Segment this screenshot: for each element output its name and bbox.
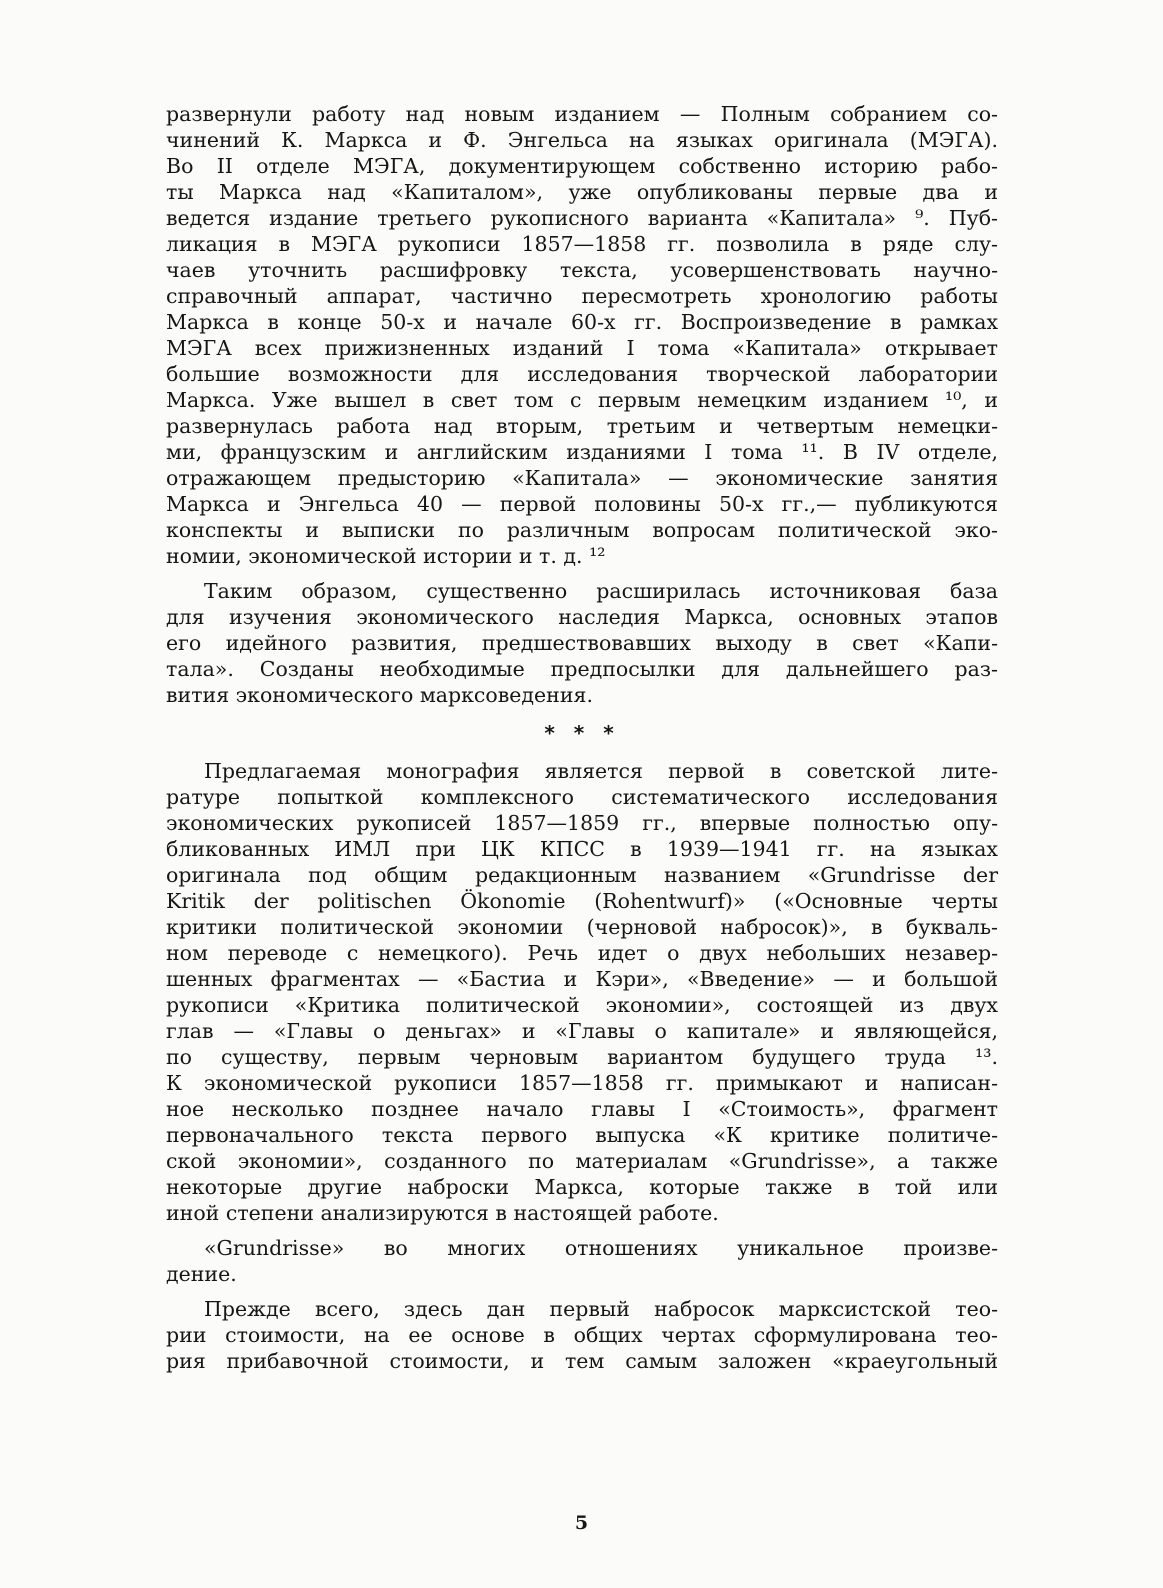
paragraph-spacer	[166, 1287, 998, 1296]
text-line: иной степени анализируются в настоящей работе.	[166, 1201, 719, 1225]
paragraph-5	[166, 1296, 998, 1374]
text-line: для изучения экономического наследия Маркса, основных этапов	[166, 605, 998, 629]
text-line: ми, французским и английским изданиями I тома ¹¹. В IV отделе,	[166, 440, 998, 464]
text-line: Предлагаемая монография является первой в советской лите-	[204, 759, 998, 783]
text-line: чинений К. Маркса и Ф. Энгельса на языках оригинала (МЭГА).	[166, 128, 998, 152]
text-line: развернулась работа над вторым, третьим и четвертым немецки-	[166, 414, 998, 438]
text-line: ведется издание третьего рукописного варианта «Капитала» ⁹. Пуб-	[166, 206, 998, 230]
text-line: экономических рукописей 1857—1859 гг., впервые полностью опу-	[166, 811, 998, 835]
text-line: ликация в МЭГА рукописи 1857—1858 гг. позволила в ряде слу-	[166, 232, 998, 256]
text-line: шенных фрагментах — «Бастиа и Кэри», «Введение» — и большой	[166, 967, 998, 991]
text-line: Маркса в конце 50-х и начале 60-х гг. Воспроизведение в рамках	[166, 310, 998, 334]
text-line: бликованных ИМЛ при ЦК КПСС в 1939—1941 гг. на языках	[166, 837, 998, 861]
text-line: большие возможности для исследования творческой лаборатории	[166, 362, 998, 386]
text-line: «Grundrisse» во многих отношениях уникальное произве-	[204, 1236, 998, 1260]
text-line: критики политической экономии (черновой набросок)», в букваль-	[166, 915, 998, 939]
text-line: некоторые другие наброски Маркса, которые также в той или	[166, 1175, 998, 1199]
section-separator: * * *	[544, 721, 620, 745]
text-line: номии, экономической истории и т. д. ¹²	[166, 544, 606, 568]
text-line: Kritik der politischen Ökonomie (Rohentwurf)» («Основные черты	[166, 889, 998, 913]
text-line: рия прибавочной стоимости, и тем самым заложен «краеугольный	[166, 1349, 998, 1373]
text-line: по существу, первым черновым вариантом будущего труда ¹³.	[166, 1045, 998, 1069]
page-number: 5	[574, 1512, 589, 1534]
text-line: Во II отделе МЭГА, документирующем собственно историю рабо-	[166, 154, 998, 178]
text-line: вития экономического марксоведения.	[166, 683, 593, 707]
text-line: ном переводе с немецкого). Речь идет о двух небольших незавер-	[166, 941, 998, 965]
text-line: ное несколько позднее начало главы I «Стоимость», фрагмент	[166, 1097, 998, 1121]
text-line: первоначального текста первого выпуска «К критике политиче-	[166, 1123, 998, 1147]
text-line: тала». Созданы необходимые предпосылки для дальнейшего раз-	[166, 657, 998, 681]
text-line: оригинала под общим редакционным названием «Grundrisse der	[166, 863, 998, 887]
text-line: развернули работу над новым изданием — Полным собранием со-	[166, 102, 998, 126]
text-line: чаев уточнить расшифровку текста, усовершенствовать научно-	[166, 258, 998, 282]
text-line: Маркса. Уже вышел в свет том с первым немецким изданием ¹⁰, и	[166, 388, 998, 412]
text-line: Таким образом, существенно расширилась источниковая база	[204, 579, 998, 603]
body-text	[166, 101, 998, 1374]
text-line: К экономической рукописи 1857—1858 гг. примыкают и написан-	[166, 1071, 998, 1095]
text-line: ты Маркса над «Капиталом», уже опубликованы первые два и	[166, 180, 998, 204]
text-line: его идейного развития, предшествовавших выходу в свет «Капи-	[166, 631, 998, 655]
paragraph-4	[166, 1235, 998, 1287]
text-line: Маркса и Энгельса 40 — первой половины 50-х гг.,— публикуются	[166, 492, 998, 516]
paragraph-spacer	[166, 569, 998, 578]
paragraph-3	[166, 758, 998, 1226]
text-line: конспекты и выписки по различным вопросам политической эко-	[166, 518, 998, 542]
text-line: справочный аппарат, частично пересмотреть хронологию работы	[166, 284, 998, 308]
paragraph-2	[166, 578, 998, 708]
text-line: отражающем предысторию «Капитала» — экономические занятия	[166, 466, 998, 490]
text-line: рии стоимости, на ее основе в общих чертах сформулирована тео-	[166, 1323, 998, 1347]
text-line: Прежде всего, здесь дан первый набросок марксистской тео-	[204, 1297, 998, 1321]
text-line: МЭГА всех прижизненных изданий I тома «Капитала» открывает	[166, 336, 998, 360]
text-line: дение.	[166, 1262, 237, 1286]
paragraph-spacer	[166, 1226, 998, 1235]
text-line: глав — «Главы о деньгах» и «Главы о капитале» и являющейся,	[166, 1019, 998, 1043]
text-line: ской экономии», созданного по материалам «Grundrisse», а также	[166, 1149, 998, 1173]
text-line: рукописи «Критика политической экономии», состоящей из двух	[166, 993, 998, 1017]
text-line: ратуре попыткой комплексного систематического исследования	[166, 785, 998, 809]
paragraph-1	[166, 101, 998, 569]
